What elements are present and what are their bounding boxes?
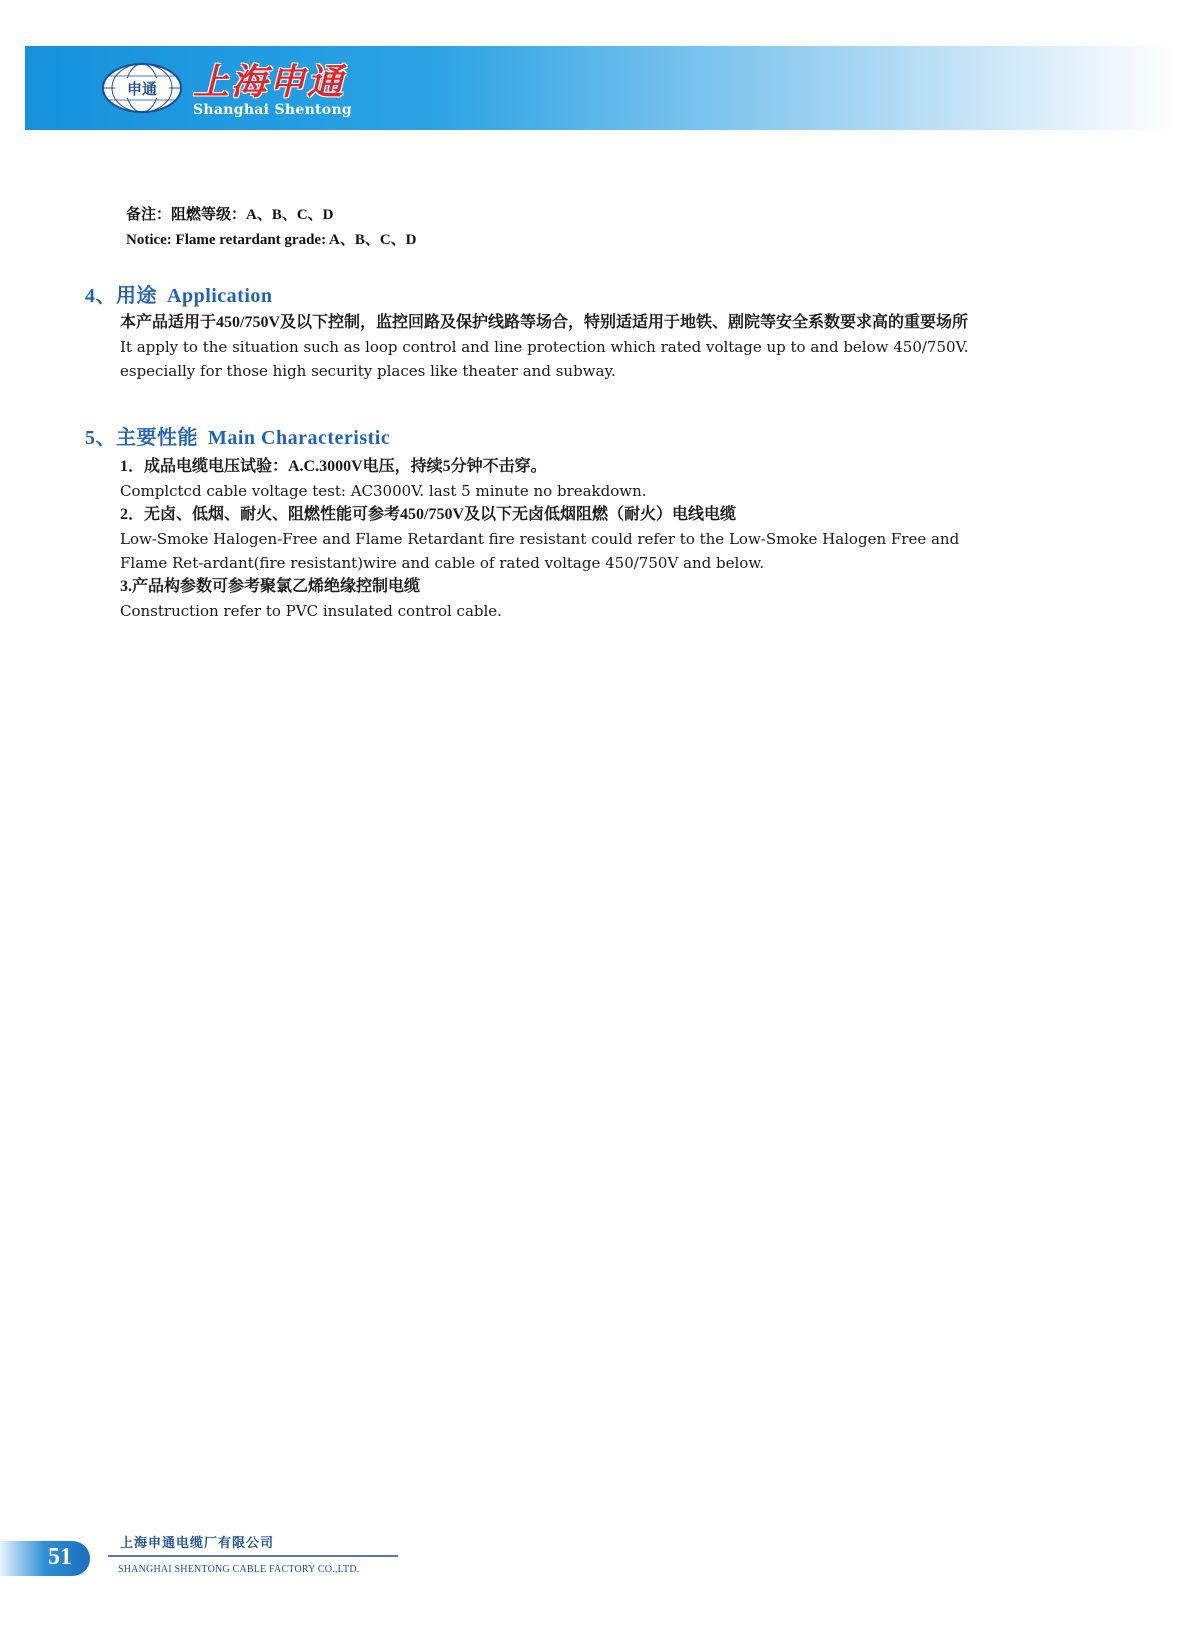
section-characteristic-body: [120, 455, 1130, 623]
header-band: [25, 46, 1177, 130]
page-number: 51: [48, 1544, 72, 1570]
paragraph-line: 1．成品电缆电压试验：A.C.3000V电压，持续5分钟不击穿。: [120, 458, 547, 475]
globe-logo-icon: [101, 62, 183, 114]
section-title-en: Main Characteristic: [208, 427, 391, 449]
paragraph-line: Flame Ret-ardant(fire resistant)wire and cable of rated voltage 450/750V and below.: [120, 554, 765, 572]
section-title-cn: 用途: [116, 285, 157, 307]
paragraph-line: Low-Smoke Halogen-Free and Flame Retardant fire resistant could refer to the Low-Smoke Halogen Free and: [120, 530, 960, 548]
logo-mark-text: 申通: [126, 80, 158, 98]
footer-divider: [108, 1555, 398, 1557]
notice-en: Notice: Flame retardant grade: A、B、C、D: [126, 232, 417, 248]
page-number-tab: [0, 1541, 90, 1576]
section-number: 4、: [85, 285, 116, 307]
brand-name-cn: 上海申通: [193, 61, 346, 103]
paragraph-line: 本产品适用于450/750V及以下控制，监控回路及保护线路等场合，特别适适用于地铁、剧院等安全系数要求高的重要场所: [120, 314, 969, 331]
paragraph-line: especially for those high security places like theater and subway.: [120, 362, 616, 380]
section-title-cn: 主要性能: [116, 427, 198, 449]
section-application-title: [85, 279, 273, 308]
paragraph-line: 3.产品构参数可参考聚氯乙烯绝缘控制电缆: [120, 578, 421, 595]
section-title-en: Application: [167, 285, 273, 307]
notice-cn: 备注：阻燃等级：A、B、C、D: [126, 207, 334, 223]
paragraph-line: Construction refer to PVC insulated control cable.: [120, 602, 502, 620]
paragraph-line: Complctcd cable voltage test: AC3000V. last 5 minute no breakdown.: [120, 482, 647, 500]
paragraph-line: It apply to the situation such as loop control and line protection which rated voltage up to and below 450/750V.: [120, 338, 969, 356]
footer-company-en: SHANGHAI SHENTONG CABLE FACTORY CO.,LTD.: [118, 1564, 360, 1575]
section-characteristic-title: [85, 421, 390, 450]
paragraph-line: 2．无卤、低烟、耐火、阻燃性能可参考450/750V及以下无卤低烟阻燃（耐火）电线电缆: [120, 506, 737, 523]
notice-block: [126, 203, 417, 253]
section-number: 5、: [85, 427, 116, 449]
footer-company-cn: 上海申通电缆厂有限公司: [120, 1535, 275, 1550]
section-application-body: [120, 311, 1130, 383]
brand-name-en: Shanghai Shentong: [193, 102, 353, 118]
